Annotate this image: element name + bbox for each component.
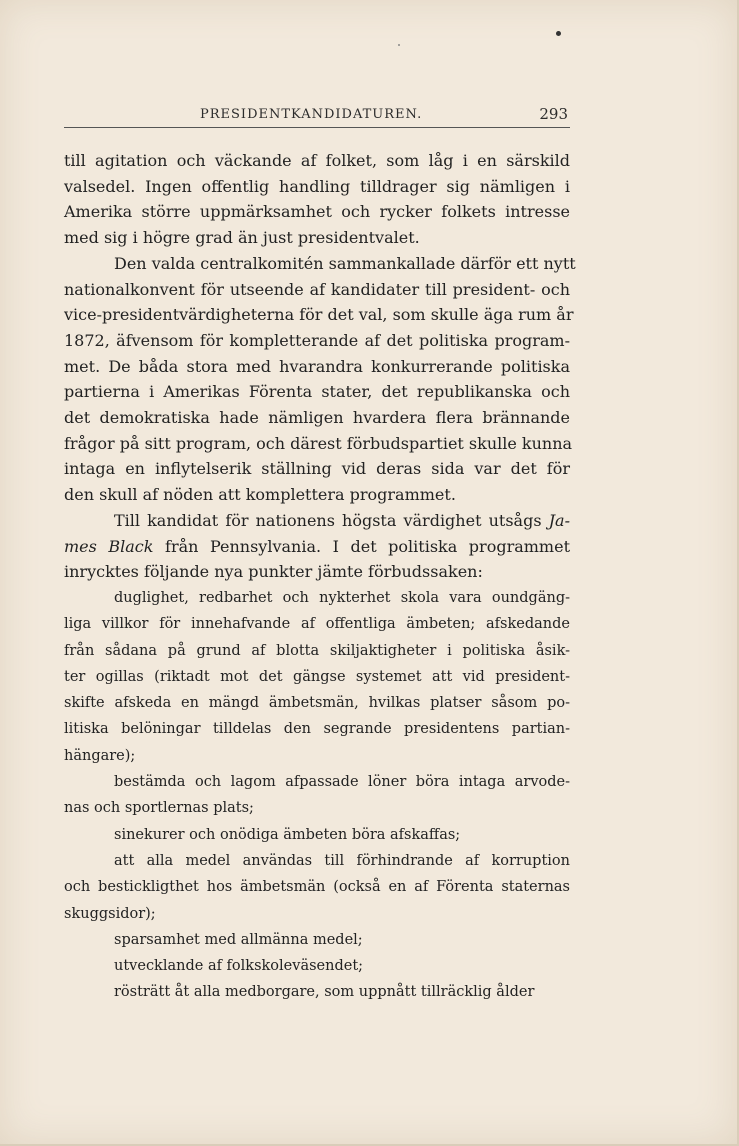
text-line: nationalkonvent för utseende af kandidater till president- och [64, 279, 570, 299]
program-line: sparsamhet med allmänna medel; [114, 931, 363, 948]
program-line: liga villkor för innehafvande af offentliga ämbeten; afskedande [64, 616, 570, 633]
program-line: utvecklande af folkskoleväsendet; [114, 958, 364, 975]
text-run: från Pennsylvania. I det politiska programmet [165, 536, 570, 556]
text-line: vice-presidentvärdigheterna för det val, som skulle äga rum år [64, 305, 574, 325]
program-line: och bestickligthet hos ämbetsmän (också en af Förenta staternas [64, 879, 570, 896]
program-line: att alla medel användas till förhindrande af korruption [114, 852, 570, 869]
body-text [64, 148, 576, 1006]
program-line: nas och sportlernas plats; [64, 800, 254, 817]
ink-speck [556, 31, 561, 36]
italic-name: mes Black [64, 536, 154, 556]
text-line: Amerika större uppmärksamhet och rycker folkets intresse [64, 202, 570, 222]
text-line [64, 508, 570, 534]
running-title: PRESIDENTKANDIDATUREN. [200, 107, 423, 122]
text-line: valsedel. Ingen offentlig handling tilldrager sig nämligen i [64, 176, 570, 196]
text-line: intaga en inflytelserik ställning vid deras sida var det för [64, 459, 570, 479]
text-run: Till kandidat för nationens högsta värdighet utsågs [114, 510, 542, 530]
text-line [64, 534, 570, 560]
program-line: sinekurer och onödiga ämbeten böra afskaffas; [114, 826, 461, 843]
program-line: duglighet, redbarhet och nykterhet skola vara oundgäng- [114, 589, 570, 606]
text-line: till agitation och väckande af folket, som låg i en särskild [64, 151, 570, 170]
page-header [64, 103, 570, 128]
program-line: hängare); [64, 747, 136, 764]
text-line: partierna i Amerikas Förenta stater, det republikanska och [64, 382, 570, 402]
program-line: från sådana på grund af blotta skiljaktigheter i politiska åsik- [64, 642, 570, 659]
italic-name: Ja- [548, 510, 570, 530]
text-line: med sig i högre grad än just presidentvalet. [64, 228, 420, 248]
ink-speck [398, 44, 400, 46]
program-line: bestämda och lagom afpassade löner böra intaga arvode- [114, 774, 570, 791]
program-line: litiska belöningar tilldelas den segrande presidentens partian- [64, 721, 570, 738]
text-line: Den valda centralkomitén sammankallade därför ett nytt [114, 253, 576, 273]
program-line: rösträtt åt alla medborgare, som uppnått tillräcklig ålder [114, 984, 535, 1001]
text-line: frågor på sitt program, och därest förbudspartiet skulle kunna [64, 433, 573, 453]
text-line: det demokratiska hade nämligen hvardera flera brännande [64, 408, 570, 428]
program-line: ter ogillas (riktadt mot det gängse systemet att vid president- [64, 668, 570, 685]
page-number: 293 [539, 105, 568, 123]
program-line: skuggsidor); [64, 905, 156, 922]
text-line: den skull af nöden att komplettera programmet. [64, 485, 456, 505]
program-list [64, 585, 570, 1006]
text-line: 1872, äfvensom för kompletterande af det politiska program- [64, 330, 570, 350]
text-line: inrycktes följande nya punkter jämte förbudssaken: [64, 562, 483, 582]
text-line: met. De båda stora med hvarandra konkurrerande politiska [64, 356, 570, 376]
program-line: skifte afskeda en mängd ämbetsmän, hvilkas platser såsom po- [64, 695, 570, 712]
